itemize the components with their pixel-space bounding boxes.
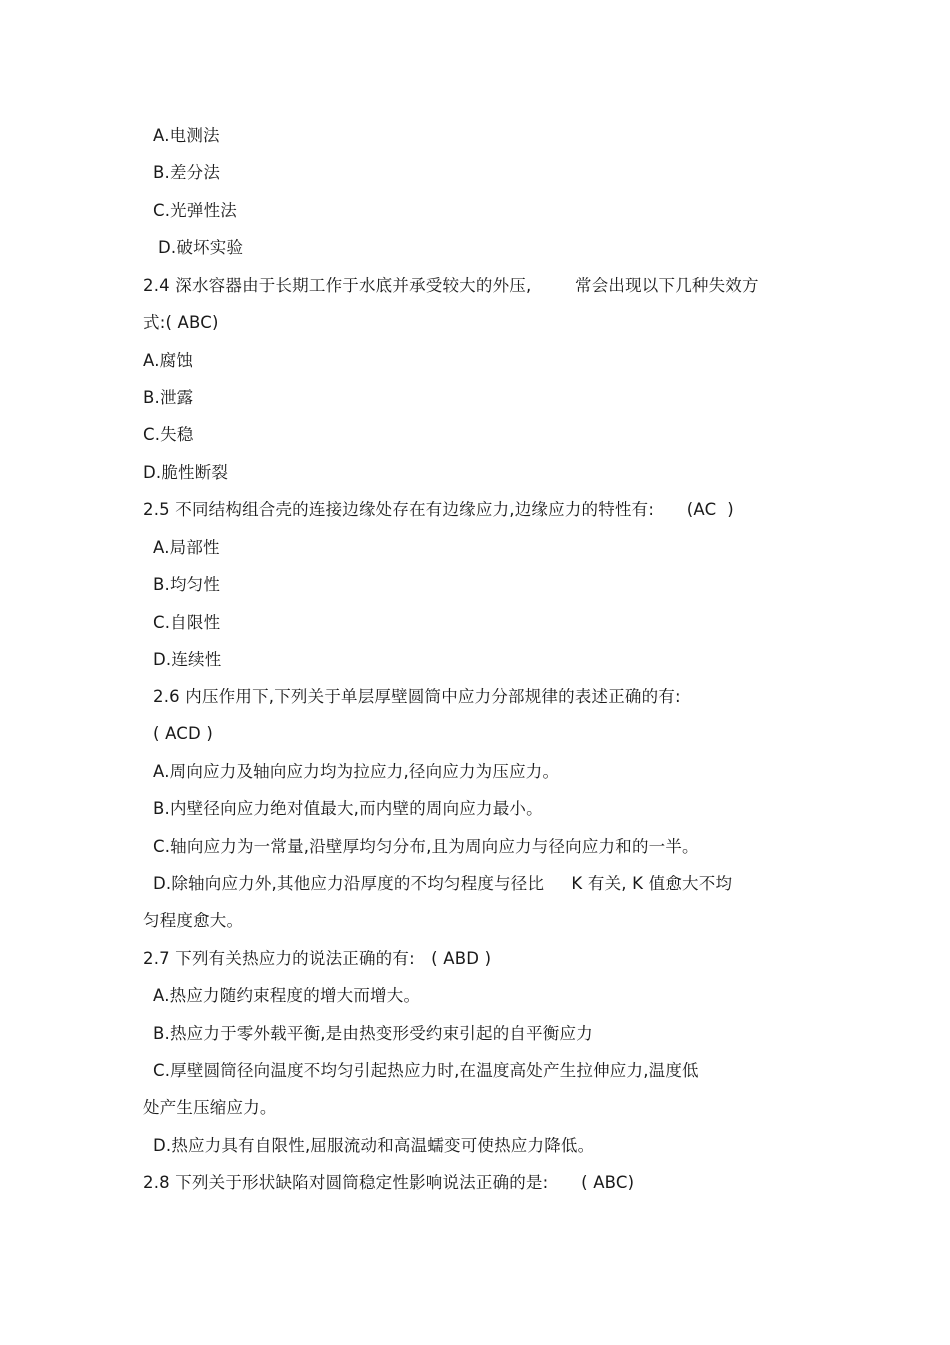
- option-2-5-d: D.连续性: [153, 650, 222, 669]
- option-2-5-a: A.局部性: [153, 538, 220, 557]
- option-2-3-c: C.光弹性法: [153, 201, 237, 220]
- option-2-6-d-line-1: D.除轴向应力外,其他应力沿厚度的不均匀程度与径比 K 有关, K 值愈大不均: [153, 874, 733, 893]
- option-2-6-b: B.内壁径向应力绝对值最大,而内壁的周向应力最小。: [153, 799, 543, 818]
- option-2-6-a: A.周向应力及轴向应力均为拉应力,径向应力为压应力。: [153, 762, 560, 781]
- option-2-7-c-line-1: C.厚壁圆筒径向温度不均匀引起热应力时,在温度高处产生拉伸应力,温度低: [153, 1061, 699, 1080]
- option-2-4-a: A.腐蚀: [143, 351, 194, 370]
- question-2-8: 2.8 下列关于形状缺陷对圆筒稳定性影响说法正确的是: ( ABC): [143, 1173, 635, 1192]
- option-2-3-d: D.破坏实验: [158, 238, 244, 257]
- question-2-6-line-2: ( ACD ): [153, 724, 213, 743]
- option-2-4-b: B.泄露: [143, 388, 194, 407]
- option-2-3-b: B.差分法: [153, 163, 221, 182]
- option-2-7-c-line-2: 处产生压缩应力。: [143, 1098, 277, 1117]
- question-2-4-line-2: 式:( ABC): [143, 313, 219, 332]
- option-2-5-b: B.均匀性: [153, 575, 221, 594]
- option-2-7-b: B.热应力于零外载平衡,是由热变形受约束引起的自平衡应力: [153, 1024, 593, 1043]
- option-2-4-c: C.失稳: [143, 425, 194, 444]
- option-2-7-a: A.热应力随约束程度的增大而增大。: [153, 986, 421, 1005]
- question-2-7: 2.7 下列有关热应力的说法正确的有: ( ABD ): [143, 949, 492, 968]
- question-2-5: 2.5 不同结构组合壳的连接边缘处存在有边缘应力,边缘应力的特性有: (AC ): [143, 500, 734, 519]
- question-2-6-line-1: 2.6 内压作用下,下列关于单层厚壁圆筒中应力分部规律的表述正确的有:: [153, 687, 681, 706]
- option-2-5-c: C.自限性: [153, 613, 221, 632]
- option-2-6-d-line-2: 匀程度愈大。: [143, 911, 244, 930]
- option-2-6-c: C.轴向应力为一常量,沿壁厚均匀分布,且为周向应力与径向应力和的一半。: [153, 837, 699, 856]
- option-2-3-a: A.电测法: [153, 126, 220, 145]
- option-2-7-d: D.热应力具有自限性,屈服流动和高温蠕变可使热应力降低。: [153, 1136, 595, 1155]
- question-2-4-line-1: 2.4 深水容器由于长期工作于水底并承受较大的外压, 常会出现以下几种失效方: [143, 276, 759, 295]
- option-2-4-d: D.脆性断裂: [143, 463, 229, 482]
